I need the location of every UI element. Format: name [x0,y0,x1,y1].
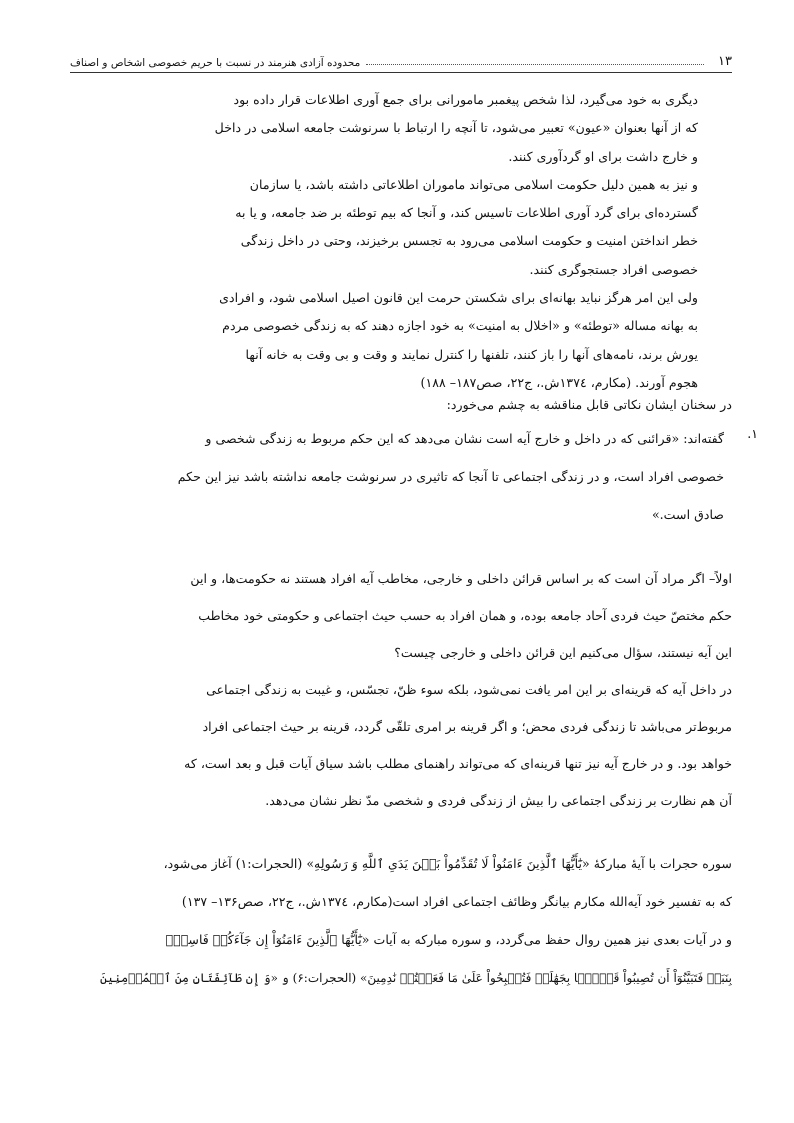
indented-quote [88,86,732,397]
paragraph-line: این آیه نیستند، سؤال می‌کنیم این قرائن داخلی و خارجی چیست؟ [394,644,732,660]
quote-line: هجوم آورند. (مکارم، ۱۳۷٤ش.، ج۲۲، صص۱۸۷– ۱۸۸) [420,374,698,390]
item-line: صادق است.» [651,506,724,522]
header-rule [70,72,732,73]
quote-line: گسترده‌ای برای گرد آوری اطلاعات تاسیس کند، و آنجا که بیم توطئه بر ضد جامعه، و یا به [235,205,698,221]
quote-line: خصوصی افراد جستجوگری کنند. [529,261,698,277]
paragraph-line: حکم مختصّ حیث فردی آحاد جامعه بوده، و همان افراد به حسب حیث اجتماعی و حکومتی خود مخاطب [198,607,732,623]
body-text [88,86,758,997]
running-title: محدوده آزادی هنرمند در نسبت با حریم خصوصی اشخاص و اصناف [70,57,361,69]
intro-paragraph [88,391,732,419]
numbered-item-1 [88,420,758,534]
item-number: ۱. [747,425,758,441]
item-line: گفته‌اند: «قرائنی که در داخل و خارج آیه است نشان می‌دهد که این حکم مربوط به زندگی شخصی و [205,430,724,446]
quote-line: دیگری به خود می‌گیرد، لذا شخص پیغمبر مامورانی برای جمع آوری اطلاعات قرار داده بود [233,92,698,107]
quote-line: به بهانه مساله «توطئه» و «اخلال به امنیت» به خود اجازه دهند که به زندگی خصوصی مردم [222,318,698,334]
paragraph-line: خواهد بود. و در خارج آیه نیز تنها قرینه‌ای که می‌تواند راهنمای مطلب باشد سیاق آیات قبل و بعد است، که [184,755,732,771]
running-header [70,47,732,69]
intro-line: در سخنان ایشان نکاتی قابل مناقشه به چشم می‌خورد: [446,397,732,413]
quote-line: و خارج داشت برای او گردآوری کنند. [508,148,698,164]
quote-line: و نیز به همین دلیل حکومت اسلامی می‌تواند ماموران اطلاعاتی داشته باشد، یا سازمان [249,176,698,192]
item-line: خصوصی افراد است، و در زندگی اجتماعی تا آنجا که تاثیری در سرنوشت جامعه نداشته باشد نیز این حکم [177,468,724,484]
quote-line: خطر انداختن امنیت و حکومت اسلامی می‌رود به تجسس برخیزند، وحتی در داخل زندگی [240,233,698,249]
paragraph-line: در داخل آیه که قرینه‌ای بر این امر یافت نمی‌شود، بلکه سوء ظنّ، تجسّس، و غیبت به زندگی اجتماعی [206,681,732,697]
paragraph-line: که به تفسیر خود آیه‌الله مکارم بیانگر وظائف اجتماعی افراد است(مکارم، ۱۳۷٤ش.، ج۲۲، صص۱۳۶– ۱۳۷) [181,893,732,909]
paragraph-2 [88,560,732,819]
paragraph-line: آن هم نظارت بر زندگی اجتماعی را بیش از زندگی فردی و شخصی مدّ نظر نشان می‌دهد. [265,792,732,808]
quote-line: که از آنها بعنوان «عیون» تعبیر می‌شود، تا آنچه را ارتباط با سرنوشت جامعه اسلامی در داخل [214,120,698,136]
page-number: ۱۳ [718,54,732,69]
quote-line: یورش برند، نامه‌های آنها را باز کنند، تلفنها را کنترل نمایند و وقت و بی وقت به خانه آنها [245,346,698,362]
paragraph-gap [88,819,732,845]
paragraph-gap [88,534,732,560]
paragraph-3 [88,845,732,997]
paragraph-line: و در آیات بعدی نیز همین روال حفظ می‌گردد، و سوره مبارکه به آیات «یَٰٓأَیُّهَا ٱلَّذِینَ ءَامَنُوٓاْ إِن جَآءَکُمۡ فَاسِقُۢ [165,931,732,947]
header-leader-dots [366,63,704,65]
paragraph-line: اولاً– اگر مراد آن است که بر اساس قرائن داخلی و خارجی، مخاطب آیه افراد هستند نه حکومت‌ها، و این [190,570,732,586]
paragraph-line: بِنَبَإٖ فَتَبَیَّنُوٓاْ أَن تُصِیبُواْ قَوۡمَۢا بِجَهَٰلَةٖ فَتُصۡبِحُواْ عَلَیٰ مَا فَعَلۡتُمۡ نَٰدِمِینَ» (الحجرات:۶) و «وَ إِن طَآئِفَتَانِ مِنَ ٱلۡمُؤۡمِنِینَ [100,970,732,985]
paragraph-line: مربوط‌تر می‌باشد تا زندگی فردی محض؛ و اگر قرینه بر امری تلقّی گردد، قرینه بر حیث اجتماعی افراد [202,718,732,734]
paragraph-line: سوره حجرات با آیهٔ مبارکهٔ «یَٰٓأَیُّهَا ٱلَّذِینَ ءَامَنُواْ لَا تُقَدِّمُواْ بَیۡنَ یَدَیِ ٱللَّهِ وَ رَسُولِهِ» (الحجرات:۱) آغاز می‌شود، [163,855,732,871]
quote-line: ولی این امر هرگز نباید بهانه‌ای برای شکستن حرمت این قانون اصیل اسلامی شود، و افرادی [219,290,698,306]
